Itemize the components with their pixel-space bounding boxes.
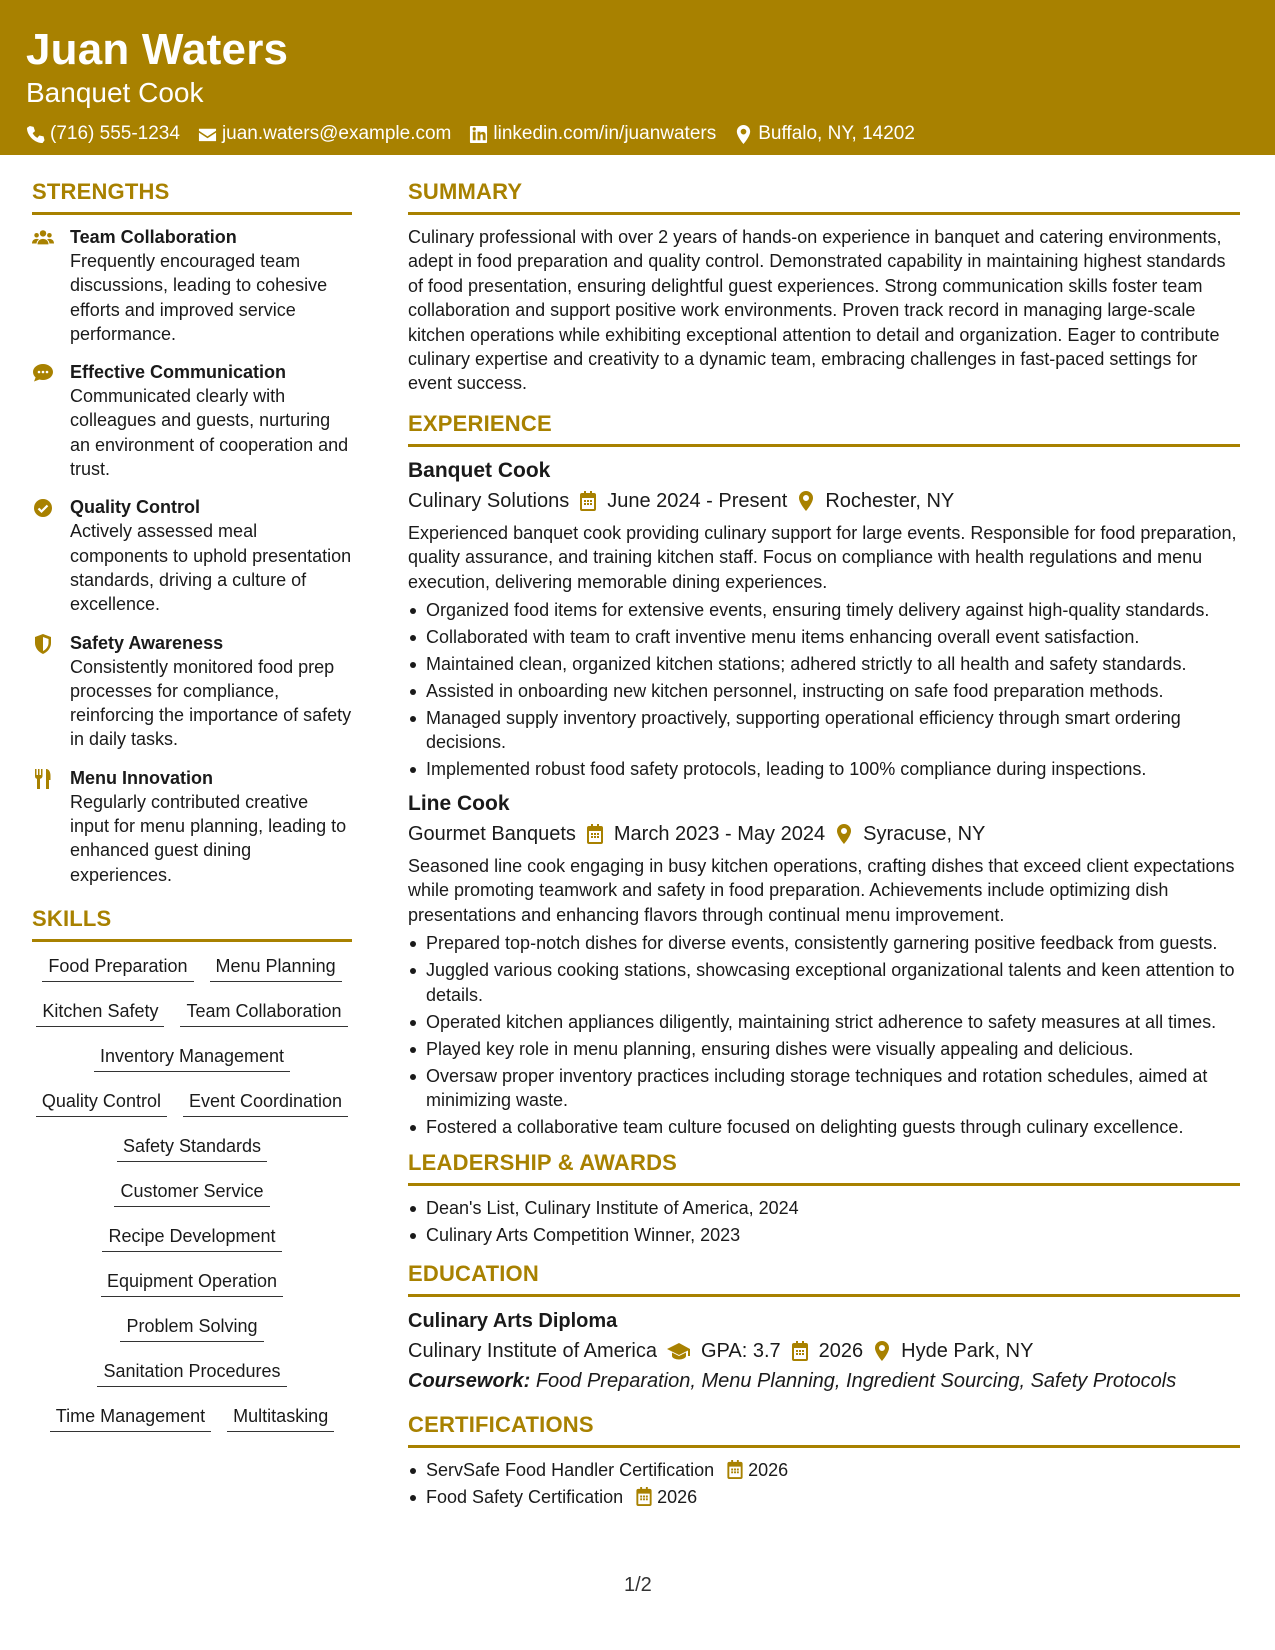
list-item: Assisted in onboarding new kitchen personnel, instructing on safe food preparation methods. xyxy=(408,679,1240,703)
job-company: Gourmet Banquets xyxy=(408,822,576,845)
certifications-heading: CERTIFICATIONS xyxy=(408,1411,1240,1448)
list-item: Collaborated with team to craft inventive menu items enhancing overall event satisfaction. xyxy=(408,625,1240,649)
experience-heading: EXPERIENCE xyxy=(408,410,1240,447)
linkedin-icon xyxy=(469,125,488,144)
job-entry xyxy=(408,457,1240,782)
strength-desc: Frequently encouraged team discussions, leading to cohesive efforts and improved service performance. xyxy=(70,251,328,344)
skill-tag: Food Preparation xyxy=(42,954,193,982)
contact-linkedin[interactable] xyxy=(469,122,716,146)
strength-desc: Regularly contributed creative input for menu planning, leading to enhanced guest dining experiences. xyxy=(70,791,347,885)
education-meta xyxy=(408,1337,1240,1365)
job-description: Experienced banquet cook providing culinary support for large events. Responsible for food preparation, quality assurance, and training kitchen staff. Focus on compliance with health regulations and menu execution, delivering memorable dining experiences. xyxy=(408,522,1237,592)
utensils-icon xyxy=(32,769,54,789)
degree-title: Culinary Arts Diploma xyxy=(408,1309,618,1332)
job-bullets xyxy=(408,598,1240,782)
job-location: Syracuse, NY xyxy=(863,822,986,845)
strength-desc: Actively assessed meal components to uphold presentation standards, driving a culture of excellence. xyxy=(70,521,352,615)
calendar-icon xyxy=(635,1487,653,1506)
coursework-label: Coursework: xyxy=(408,1369,531,1392)
map-pin-icon xyxy=(734,125,753,144)
strength-item xyxy=(32,360,352,481)
education-gpa: GPA: 3.7 xyxy=(701,1339,781,1362)
skill-tag: Equipment Operation xyxy=(101,1269,283,1297)
cert-name: ServSafe Food Handler Certification xyxy=(426,1459,715,1480)
users-icon xyxy=(32,228,54,248)
coursework-line xyxy=(408,1367,1240,1395)
list-item: Played key role in menu planning, ensuring dishes were visually appealing and delicious. xyxy=(408,1037,1240,1061)
graduation-cap-icon xyxy=(667,1341,691,1361)
skill-tag: Safety Standards xyxy=(117,1134,267,1162)
strength-desc: Consistently monitored food prep processes for compliance, reinforcing the importance of safety in daily tasks. xyxy=(70,656,352,750)
skill-tag: Multitasking xyxy=(227,1404,334,1432)
job-dates: June 2024 - Present xyxy=(607,489,788,512)
strength-item xyxy=(32,631,352,752)
left-column xyxy=(32,178,352,1449)
job-location: Rochester, NY xyxy=(825,489,955,512)
right-column xyxy=(408,178,1240,1512)
job-meta xyxy=(408,487,1240,515)
list-item: Maintained clean, organized kitchen stations; adhered strictly to all health and safety standards. xyxy=(408,652,1240,676)
job-company: Culinary Solutions xyxy=(408,489,570,512)
envelope-icon xyxy=(198,125,217,144)
comment-icon xyxy=(32,363,54,383)
strength-desc: Communicated clearly with colleagues and guests, nurturing an environment of cooperation and trust. xyxy=(70,386,349,480)
awards-list xyxy=(408,1196,1240,1247)
skills-list xyxy=(32,954,352,1449)
cert-year: 2026 xyxy=(748,1459,789,1480)
certifications-list xyxy=(408,1458,1240,1509)
strength-title: Safety Awareness xyxy=(70,632,224,653)
skills-heading: SKILLS xyxy=(32,905,352,942)
calendar-icon xyxy=(791,1341,809,1361)
email-text: juan.waters@example.com xyxy=(221,123,452,144)
list-item: Operated kitchen appliances diligently, maintaining strict adherence to safety measures at all times. xyxy=(408,1010,1240,1034)
job-meta xyxy=(408,820,1240,848)
education-year: 2026 xyxy=(818,1339,864,1362)
skill-tag: Time Management xyxy=(50,1404,211,1432)
shield-icon xyxy=(32,634,54,654)
resume-header xyxy=(0,0,1275,155)
job-title: Line Cook xyxy=(408,791,510,815)
page-number: 1/2 xyxy=(624,1574,652,1596)
school-name: Culinary Institute of America xyxy=(408,1339,657,1362)
contact-bar xyxy=(26,122,1249,146)
check-circle-icon xyxy=(32,498,54,518)
candidate-name: Juan Waters xyxy=(26,25,289,74)
list-item: Organized food items for extensive events, ensuring timely delivery against high-quality standards. xyxy=(408,598,1240,622)
strength-item xyxy=(32,766,352,887)
coursework-text: Food Preparation, Menu Planning, Ingredient Sourcing, Safety Protocols xyxy=(535,1369,1177,1392)
map-pin-icon xyxy=(873,1341,891,1361)
calendar-icon xyxy=(726,1460,744,1479)
list-item: Implemented robust food safety protocols, leading to 100% compliance during inspections. xyxy=(408,757,1240,781)
skill-tag: Sanitation Procedures xyxy=(97,1359,286,1387)
strength-title: Effective Communication xyxy=(70,362,287,383)
skill-tag: Menu Planning xyxy=(210,954,342,982)
job-title: Banquet Cook xyxy=(408,458,551,482)
linkedin-text: linkedin.com/in/juanwaters xyxy=(493,123,717,144)
education-location: Hyde Park, NY xyxy=(901,1339,1034,1362)
list-item: Prepared top-notch dishes for diverse events, consistently garnering positive feedback from guests. xyxy=(408,931,1240,955)
list-item: Dean's List, Culinary Institute of America, 2024 xyxy=(408,1196,1240,1220)
education-heading: EDUCATION xyxy=(408,1260,1240,1297)
contact-location xyxy=(734,122,915,146)
map-pin-icon xyxy=(797,491,815,511)
skill-tag: Problem Solving xyxy=(120,1314,263,1342)
candidate-role: Banquet Cook xyxy=(26,77,204,108)
contact-phone[interactable] xyxy=(26,122,180,146)
strength-title: Quality Control xyxy=(70,497,200,518)
phone-text: (716) 555-1234 xyxy=(50,123,180,144)
strength-item xyxy=(32,495,352,616)
skill-tag: Inventory Management xyxy=(94,1044,290,1072)
contact-email[interactable] xyxy=(198,122,451,146)
map-pin-icon xyxy=(835,824,853,844)
list-item: Culinary Arts Competition Winner, 2023 xyxy=(408,1223,1240,1247)
skill-tag: Event Coordination xyxy=(183,1089,348,1117)
strengths-heading: STRENGTHS xyxy=(32,178,352,215)
summary-heading: SUMMARY xyxy=(408,178,1240,215)
job-entry xyxy=(408,790,1240,1139)
calendar-icon xyxy=(579,491,597,511)
phone-icon xyxy=(26,125,45,144)
summary-text: Culinary professional with over 2 years of hands-on experience in banquet and catering environments, adept in food preparation and quality control. Demonstrated capability in maintaining highest standards of food presentation, ensuring delightful guest experiences. Strong communication skills foster team collaboration and support positive work environments. Proven track record in managing large-scale kitchen operations while exhibiting exceptional attention to detail and organization. Eager to contribute culinary expertise and creativity to a dynamic team, embracing challenges in fast-paced settings for event success. xyxy=(408,227,1226,394)
job-bullets xyxy=(408,931,1240,1139)
cert-year: 2026 xyxy=(657,1486,698,1507)
list-item: Fostered a collaborative team culture focused on delighting guests through culinary excellence. xyxy=(408,1115,1240,1139)
list-item: Managed supply inventory proactively, supporting operational efficiency through smart ordering decisions. xyxy=(408,706,1240,755)
list-item: Juggled various cooking stations, showcasing exceptional organizational talents and keen attention to details. xyxy=(408,958,1240,1007)
strength-title: Menu Innovation xyxy=(70,767,213,788)
cert-name: Food Safety Certification xyxy=(426,1486,624,1507)
skill-tag: Recipe Development xyxy=(102,1224,281,1252)
strength-item xyxy=(32,225,352,346)
location-text: Buffalo, NY, 14202 xyxy=(758,123,915,144)
list-item: Oversaw proper inventory practices including storage techniques and rotation schedules, aimed at minimizing waste. xyxy=(408,1064,1240,1113)
awards-heading: LEADERSHIP & AWARDS xyxy=(408,1149,1240,1186)
skill-tag: Kitchen Safety xyxy=(36,999,164,1027)
job-description: Seasoned line cook engaging in busy kitchen operations, crafting dishes that exceed client expectations while promoting teamwork and safety in food preparation. Achievements include optimizing dish presentations and enhancing flavors through continual menu improvement. xyxy=(408,855,1235,925)
strength-title: Team Collaboration xyxy=(70,227,237,247)
list-item xyxy=(408,1485,1240,1509)
job-dates: March 2023 - May 2024 xyxy=(613,822,826,845)
skill-tag: Quality Control xyxy=(36,1089,167,1117)
list-item xyxy=(408,1458,1240,1482)
calendar-icon xyxy=(586,824,604,844)
skill-tag: Customer Service xyxy=(114,1179,269,1207)
skill-tag: Team Collaboration xyxy=(180,999,347,1027)
